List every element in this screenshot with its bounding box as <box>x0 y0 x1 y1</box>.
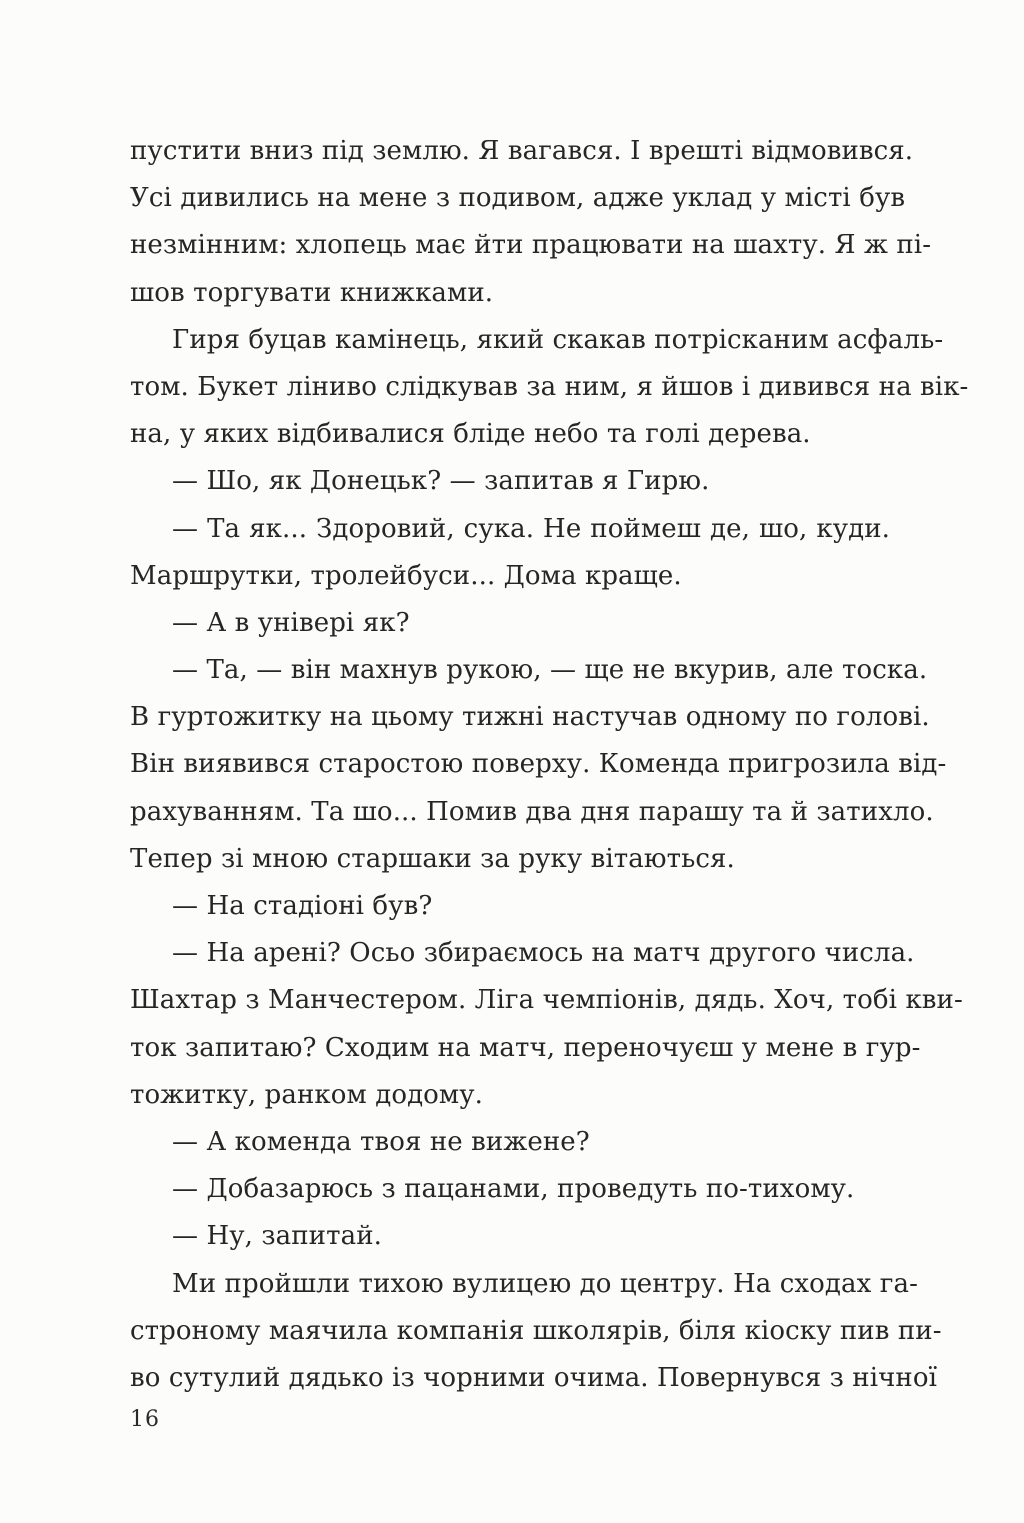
text-line: Маршрутки, тролейбуси... Дома краще. <box>130 560 682 591</box>
text-line: Тепер зі мною старшаки за руку вітаються. <box>130 843 735 874</box>
text-line: — А коменда твоя не вижене? <box>172 1126 590 1157</box>
text-line: незмінним: хлопець має йти працювати на шахту. Я ж пі- <box>130 230 932 261</box>
text-line: Він виявився старостою поверху. Коменда пригрозила від- <box>130 749 947 780</box>
text-line: во сутулий дядько із чорними очима. Повернувся з нічної <box>130 1362 937 1393</box>
text-line: том. Букет ліниво слідкував за ним, я йшов і дивився на вік- <box>130 371 969 402</box>
text-line: пустити вниз під землю. Я вагався. І врешті відмовився. <box>130 136 914 166</box>
text-line: Усі дивились на мене з подивом, адже уклад у місті був <box>130 183 906 214</box>
text-line: ток запитаю? Сходим на матч, переночуєш у мене в гур- <box>130 1032 921 1063</box>
body-text <box>130 128 969 1402</box>
text-line: — Ну, запитай. <box>172 1221 382 1252</box>
text-line: Шахтар з Манчестером. Ліга чемпіонів, дядь. Хоч, тобі кви- <box>130 985 963 1016</box>
text-line: — На арені? Осьо збираємось на матч другого числа. <box>172 938 915 969</box>
text-line: Гиря буцав камінець, який скакав потрісканим асфаль- <box>172 324 944 355</box>
text-line: Ми пройшли тихою вулицею до центру. На сходах га- <box>172 1268 918 1299</box>
text-line: — А в універі як? <box>172 607 410 638</box>
text-line: строному маячила компанія школярів, біля кіоску пив пи- <box>130 1315 942 1346</box>
text-line: шов торгувати книжками. <box>130 277 494 308</box>
text-line: — Та як... Здоровий, сука. Не поймеш де, шо, куди. <box>172 513 890 544</box>
text-line: В гуртожитку на цьому тижні настучав одному по голові. <box>130 702 930 733</box>
text-line: — Та, — він махнув рукою, — ще не вкурив, але тоска. <box>172 655 928 686</box>
text-line: — На стадіоні був? <box>172 891 433 921</box>
text-line: тожитку, ранком додому. <box>130 1079 484 1110</box>
text-line: — Шо, як Донецьк? — запитав я Гирю. <box>172 466 710 497</box>
text-line: на, у яких відбивалися бліде небо та голі дерева. <box>130 419 811 450</box>
page-number: 16 <box>130 1407 160 1432</box>
text-line: рахуванням. Та шо... Помив два дня парашу та й затихло. <box>130 796 934 827</box>
text-line: — Добазарюсь з пацанами, проведуть по-тихому. <box>172 1174 855 1205</box>
